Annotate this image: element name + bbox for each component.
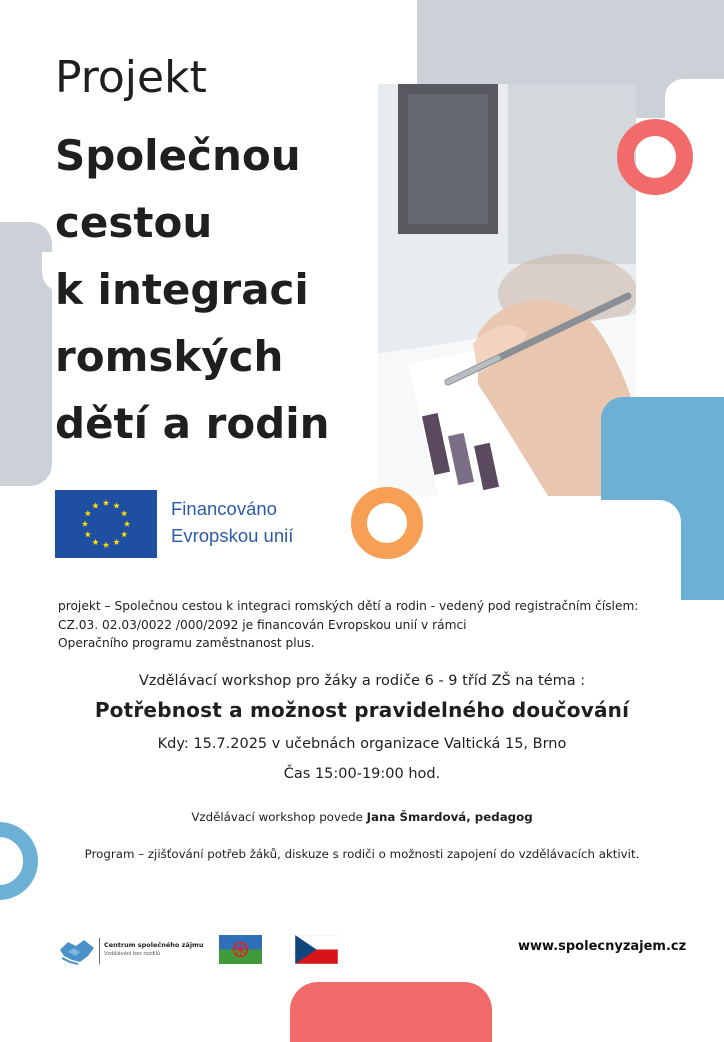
eu-star: [103, 542, 109, 548]
orange-ring-decoration: [351, 487, 423, 559]
workshop-led-by: [0, 810, 724, 824]
project-description-line: CZ.03. 02.03/0022 /000/2092 je financován Evropskou unií v rámci: [58, 617, 467, 632]
handshake-icon: [58, 934, 96, 966]
workshop-program: Program – zjišťování potřeb žáků, diskuze s rodiči o možnosti zapojení do vzdělávacích aktivit.: [84, 847, 640, 861]
title-line: dětí a rodin: [55, 399, 330, 448]
centrum-logo: [58, 934, 208, 966]
centrum-name: Centrum společného zájmu: [104, 941, 204, 949]
website-link[interactable]: www.spolecnyzajem.cz: [518, 939, 687, 954]
workshop-intro: Vzdělávací workshop pro žáky a rodiče 6 - 9 tříd ZŠ na téma :: [138, 673, 586, 689]
project-description-line: Operačního programu zaměstnanost plus.: [58, 636, 315, 650]
eu-star: [85, 510, 91, 516]
eu-star: [92, 539, 98, 545]
eu-star: [103, 500, 109, 506]
eu-funding-line2: Evropskou unií: [171, 525, 294, 546]
eu-star: [113, 502, 119, 508]
project-description-line: projekt – Společnou cestou k integraci romských dětí a rodin - vedený pod registračním číslem:: [58, 599, 639, 613]
centrum-logo-divider: [99, 938, 100, 964]
title-line: k integraci: [55, 265, 309, 314]
romani-flag-icon: [219, 935, 262, 964]
project-description: [58, 597, 688, 653]
hand-writing-photo: [378, 84, 636, 496]
centrum-tagline: Vzdělávání bez rozdílů: [104, 951, 161, 957]
eu-star: [121, 531, 127, 537]
workshop-led-by-prefix: Vzdělávací workshop povede: [191, 810, 367, 824]
title-line: romských: [55, 332, 284, 381]
eu-funding-label: [171, 495, 293, 549]
projekt-label: Projekt: [55, 52, 207, 103]
eu-flag-icon: [55, 490, 157, 558]
eu-star: [82, 521, 88, 527]
czech-flag-icon: [295, 935, 338, 964]
eu-star: [92, 502, 98, 508]
eu-funding-line1: Financováno: [171, 498, 277, 519]
project-title: [55, 122, 365, 457]
workshop-date-place: Kdy: 15.7.2025 v učebnách organizace Valtická 15, Brno: [157, 736, 567, 752]
title-line: Společnou: [55, 131, 301, 180]
title-line: cestou: [55, 198, 213, 247]
eu-star: [124, 521, 130, 527]
eu-star: [85, 531, 91, 537]
workshop-lecturer: Jana Šmardová, pedagog: [366, 810, 533, 824]
blue-ring-decoration: [0, 822, 38, 900]
red-shape-bottom: [290, 982, 492, 1042]
red-ring-decoration: [617, 119, 693, 195]
eu-star: [113, 539, 119, 545]
blue-shape-right-cutout: [601, 500, 681, 610]
workshop-title: Potřebnost a možnost pravidelného doučování: [94, 698, 630, 722]
eu-star: [121, 510, 127, 516]
workshop-time: Čas 15:00-19:00 hod.: [283, 766, 441, 782]
